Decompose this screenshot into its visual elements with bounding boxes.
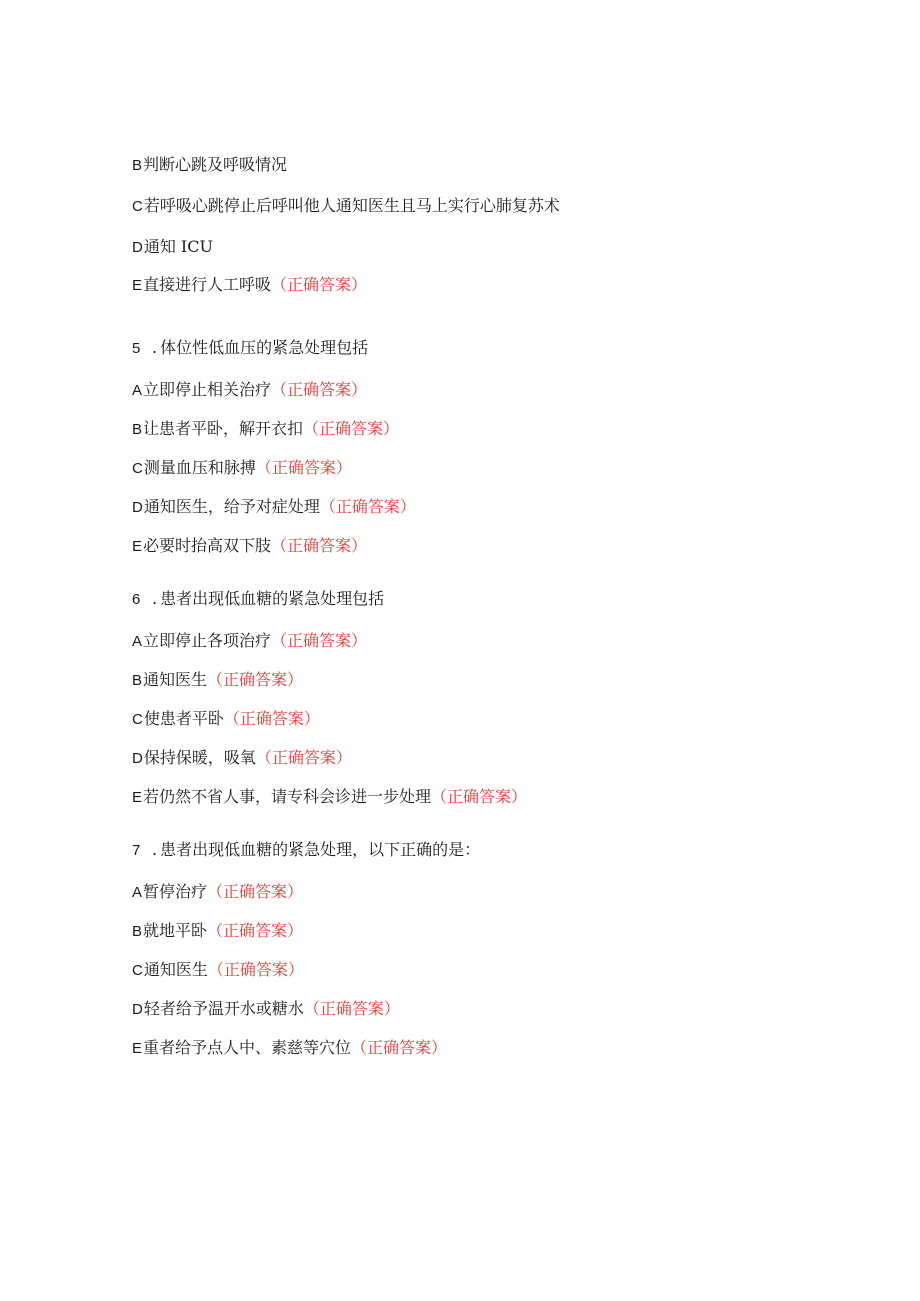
- option-letter: D: [132, 1001, 143, 1018]
- option-letter: A: [132, 633, 143, 650]
- option-letter: E: [132, 789, 143, 806]
- option-text: 通知医生: [143, 960, 208, 979]
- correct-answer-mark: （正确答案）: [255, 748, 352, 767]
- question-separator: .: [152, 338, 158, 357]
- question-number: 5: [132, 340, 141, 357]
- option-text: 立即停止相关治疗: [143, 380, 272, 399]
- option-text: 若仍然不省人事，请专科会诊进一步处理: [143, 787, 432, 806]
- correct-answer-mark: （正确答案）: [431, 787, 528, 806]
- question-text: 患者出现低血糖的紧急处理包括: [160, 589, 385, 608]
- correct-answer-mark: （正确答案）: [271, 275, 368, 294]
- question-separator: .: [152, 840, 158, 859]
- q6-question: [132, 589, 384, 610]
- option-text: 轻者给予温开水或糖水: [143, 999, 304, 1018]
- option-letter: C: [132, 711, 143, 728]
- q4-option-b: [132, 155, 287, 176]
- q7-question: [132, 840, 480, 861]
- correct-answer-mark: （正确答案）: [207, 670, 304, 689]
- option-letter: E: [132, 1040, 143, 1057]
- option-text: 必要时抬高双下肢: [143, 536, 272, 555]
- correct-answer-mark: （正确答案）: [223, 709, 320, 728]
- correct-answer-mark: （正确答案）: [207, 921, 304, 940]
- question-text: 体位性低血压的紧急处理包括: [160, 338, 369, 357]
- correct-answer-mark: （正确答案）: [207, 882, 304, 901]
- correct-answer-mark: （正确答案）: [303, 999, 400, 1018]
- option-letter: B: [132, 672, 143, 689]
- option-letter: B: [132, 923, 143, 940]
- correct-answer-mark: （正确答案）: [207, 960, 304, 979]
- option-text: 立即停止各项治疗: [143, 631, 272, 650]
- option-text: 使患者平卧: [143, 709, 224, 728]
- correct-answer-mark: （正确答案）: [319, 497, 416, 516]
- option-letter: C: [132, 198, 143, 215]
- option-text: 直接进行人工呼吸: [143, 275, 272, 294]
- option-text: 保持保暖，吸氧: [143, 748, 256, 767]
- q6-option-d: [132, 748, 352, 769]
- option-text: 测量血压和脉搏: [143, 458, 256, 477]
- option-letter: D: [132, 750, 143, 767]
- correct-answer-mark: （正确答案）: [351, 1038, 448, 1057]
- q6-option-a: [132, 631, 367, 652]
- q5-question: [132, 338, 368, 359]
- q5-option-d: [132, 497, 416, 518]
- correct-answer-mark: （正确答案）: [271, 380, 368, 399]
- option-letter: A: [132, 884, 143, 901]
- q7-option-c: [132, 960, 304, 981]
- q4-option-c: [132, 196, 560, 217]
- option-text: 通知医生: [143, 670, 208, 689]
- question-number: 7: [132, 842, 141, 859]
- option-text: 通知医生，给予对症处理: [143, 497, 320, 516]
- option-letter: C: [132, 460, 143, 477]
- q4-option-d: [132, 237, 213, 258]
- q5-option-a: [132, 380, 367, 401]
- q6-option-c: [132, 709, 320, 730]
- q7-option-a: [132, 882, 303, 903]
- q5-option-b: [132, 419, 399, 440]
- correct-answer-mark: （正确答案）: [255, 458, 352, 477]
- q4-option-e: [132, 275, 367, 296]
- option-text: 判断心跳及呼吸情况: [143, 155, 288, 174]
- correct-answer-mark: （正确答案）: [271, 631, 368, 650]
- option-text: 通知 ICU: [143, 237, 213, 256]
- option-letter: B: [132, 157, 143, 174]
- option-letter: C: [132, 962, 143, 979]
- q6-option-b: [132, 670, 303, 691]
- option-text: 暂停治疗: [143, 882, 208, 901]
- option-text: 让患者平卧，解开衣扣: [143, 419, 304, 438]
- option-letter: A: [132, 382, 143, 399]
- q7-option-b: [132, 921, 303, 942]
- q7-option-d: [132, 999, 400, 1020]
- q5-option-c: [132, 458, 352, 479]
- correct-answer-mark: （正确答案）: [303, 419, 400, 438]
- option-letter: B: [132, 421, 143, 438]
- question-separator: .: [152, 589, 158, 608]
- option-letter: D: [132, 499, 143, 516]
- correct-answer-mark: （正确答案）: [271, 536, 368, 555]
- option-text: 就地平卧: [143, 921, 208, 940]
- option-letter: E: [132, 277, 143, 294]
- option-letter: E: [132, 538, 143, 555]
- question-text: 患者出现低血糖的紧急处理，以下正确的是：: [160, 840, 481, 859]
- option-letter: D: [132, 239, 143, 256]
- option-text: 重者给予点人中、素慈等穴位: [143, 1038, 352, 1057]
- question-number: 6: [132, 591, 141, 608]
- option-text: 若呼吸心跳停止后呼叫他人通知医生且马上实行心肺复苏术: [143, 196, 560, 215]
- q5-option-e: [132, 536, 367, 557]
- q7-option-e: [132, 1038, 447, 1059]
- q6-option-e: [132, 787, 527, 808]
